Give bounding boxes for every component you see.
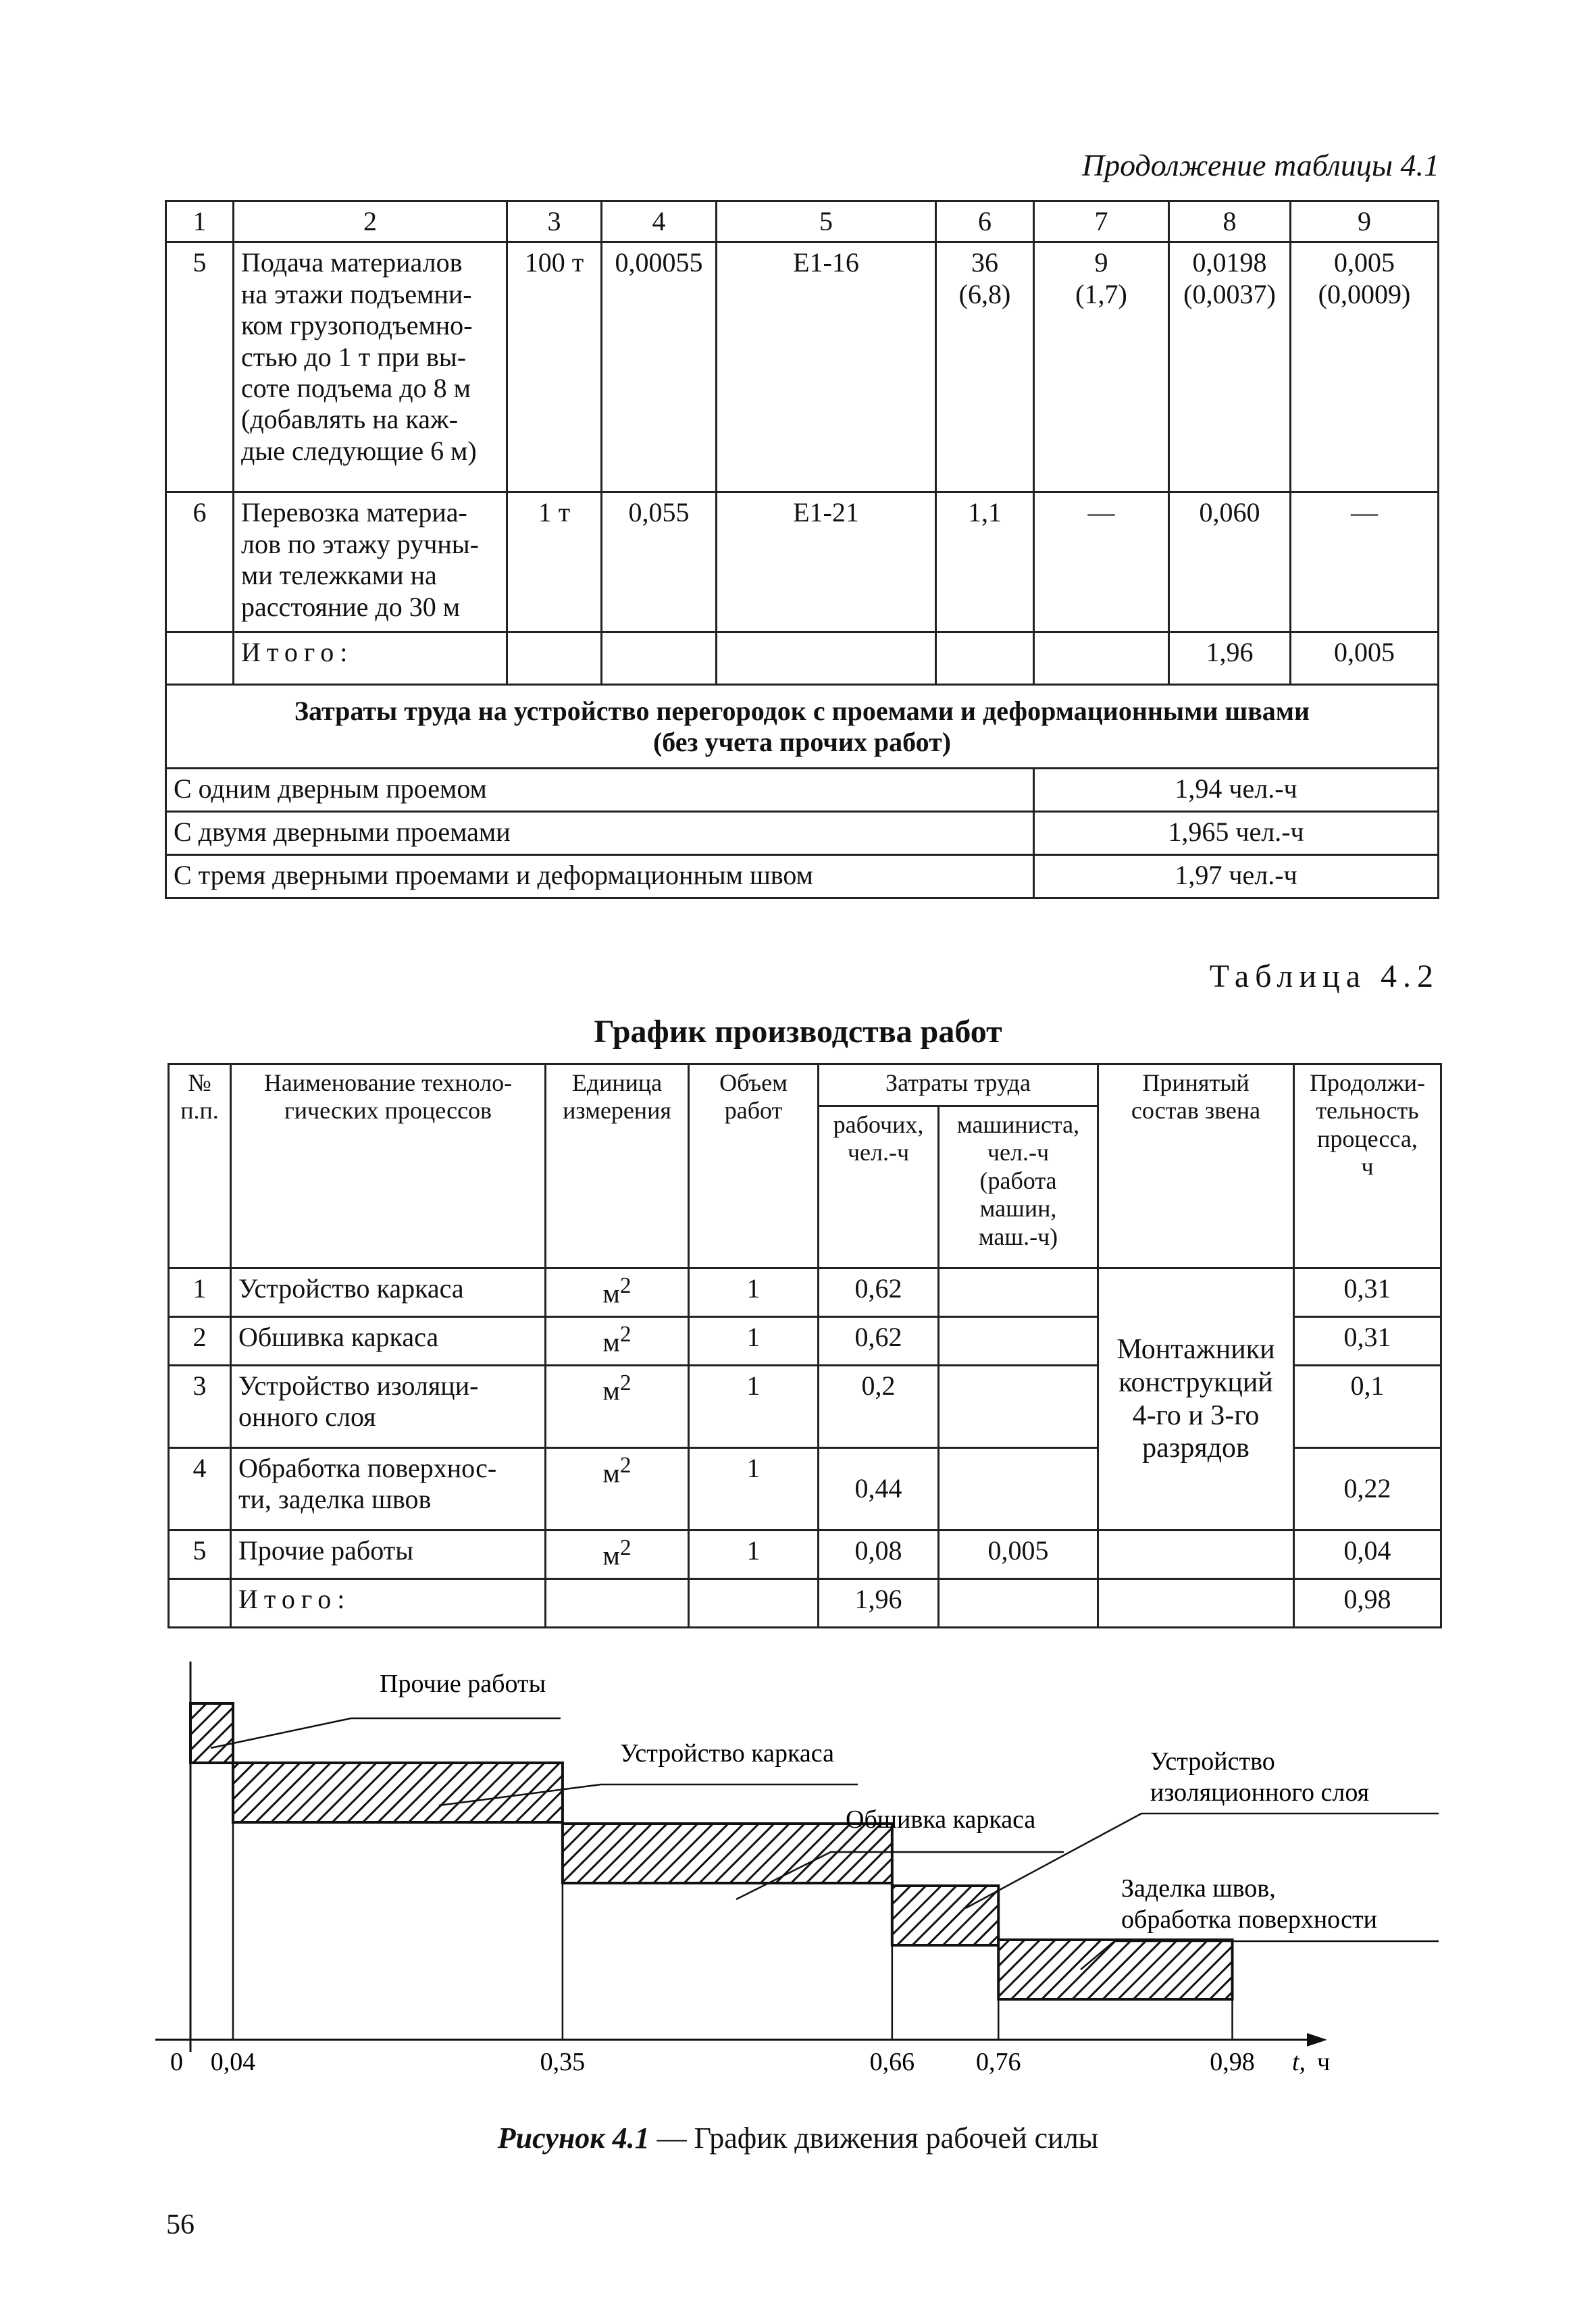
header-workers: рабочих, чел.-ч xyxy=(819,1106,939,1268)
row-norm: Е1-16 xyxy=(717,242,936,492)
header-name: Наименование техноло- гических процессов xyxy=(231,1064,546,1268)
row-volume: 1 xyxy=(689,1448,819,1531)
value: 0,0198 xyxy=(1192,247,1267,278)
row-name: Устройство каркаса xyxy=(231,1268,546,1317)
row-machinist xyxy=(939,1268,1098,1317)
workforce-chart xyxy=(155,1662,1445,2148)
labor-title xyxy=(166,685,1439,769)
row-c6 xyxy=(936,242,1034,492)
figure-caption xyxy=(0,2121,1596,2155)
total-c8: 1,96 xyxy=(1169,632,1291,685)
col-num: 7 xyxy=(1034,201,1169,242)
labor-value: 1,965 чел.-ч xyxy=(1034,812,1439,855)
row-duration: 0,22 xyxy=(1294,1448,1441,1531)
x-tick-label: 0,35 xyxy=(540,2048,586,2076)
table-4-2-label: Таблица 4.2 xyxy=(1209,958,1439,994)
row-c7 xyxy=(1034,242,1169,492)
table-row xyxy=(169,1268,1441,1317)
row-machinist: 0,005 xyxy=(939,1531,1098,1579)
leader-other xyxy=(211,1718,561,1748)
total-label: Итого: xyxy=(234,632,507,685)
row-workers: 0,2 xyxy=(819,1366,939,1448)
row-workers: 0,62 xyxy=(819,1268,939,1317)
labor-label: С тремя дверными проемами и деформационным швом xyxy=(166,855,1034,898)
label-seams-1: Заделка швов, xyxy=(1121,1874,1276,1903)
col-num: 6 xyxy=(936,201,1034,242)
header-num: № п.п. xyxy=(169,1064,231,1268)
value: 36 xyxy=(971,247,998,278)
label-frame: Устройство каркаса xyxy=(620,1739,834,1768)
row-number: 5 xyxy=(166,242,234,492)
value: 0,005 xyxy=(1334,247,1395,278)
bar-5 xyxy=(998,1940,1232,1999)
row-name: Обработка поверхнос- ти, заделка швов xyxy=(231,1448,546,1531)
x-axis-unit: ч xyxy=(1317,2048,1331,2076)
name-line: дые следующие 6 м) xyxy=(241,435,477,466)
header-duration: Продолжи- тельность процесса, ч xyxy=(1294,1064,1441,1268)
row-name xyxy=(234,242,507,492)
row-machinist xyxy=(939,1448,1098,1531)
x-tick-label: 0,66 xyxy=(869,2048,915,2076)
row-c8: 0,060 xyxy=(1169,492,1291,632)
total-duration: 0,98 xyxy=(1294,1579,1441,1628)
col-num: 3 xyxy=(507,201,602,242)
x-tick-label: 0,04 xyxy=(210,2048,256,2076)
row-unit: $м^2$ xyxy=(546,1268,689,1317)
labor-value: 1,94 чел.-ч xyxy=(1034,769,1439,812)
labor-title-line: Затраты труда на устройство перегородок с проемами и деформационными швами xyxy=(294,695,1310,726)
row-unit: $м^2$ xyxy=(546,1366,689,1448)
row-volume: 1 xyxy=(689,1268,819,1317)
label-insulation-1: Устройство xyxy=(1150,1747,1275,1776)
row-duration: 0,1 xyxy=(1294,1366,1441,1448)
row-volume: 1 xyxy=(689,1317,819,1366)
header-crew: Принятый состав звена xyxy=(1098,1064,1294,1268)
labor-value: 1,97 чел.-ч xyxy=(1034,855,1439,898)
header-machinist: машиниста, чел.-ч (работа машин, маш.-ч) xyxy=(939,1106,1098,1268)
value-paren: (1,7) xyxy=(1075,278,1127,309)
bar-2 xyxy=(233,1763,563,1822)
row-workers: 0,62 xyxy=(819,1317,939,1366)
crew-cell: Монтажники конструкций 4-го и 3-го разрядов xyxy=(1098,1268,1294,1531)
total-label: Итого: xyxy=(231,1579,546,1628)
col-num: 8 xyxy=(1169,201,1291,242)
x-axis-arrow xyxy=(1307,2033,1327,2047)
name-line: расстояние до 30 м xyxy=(241,591,461,622)
table-continuation-caption: Продолжение таблицы 4.1 xyxy=(1081,148,1439,182)
value: 9 xyxy=(1094,247,1108,278)
label-sheathing: Обшивка каркаса xyxy=(846,1805,1036,1834)
labor-row xyxy=(166,769,1439,812)
label-insulation-2: изоляционного слоя xyxy=(1150,1778,1370,1807)
row-volume: 0,055 xyxy=(602,492,717,632)
row-number: 5 xyxy=(169,1531,231,1579)
row-c7: — xyxy=(1034,492,1169,632)
chart-x-axis-label xyxy=(1292,2048,1330,2076)
row-duration: 0,04 xyxy=(1294,1531,1441,1579)
x-tick-label: 0,76 xyxy=(975,2048,1021,2076)
table-row xyxy=(166,242,1439,492)
row-c6: 1,1 xyxy=(936,492,1034,632)
row-name: Устройство изоляци- онного слоя xyxy=(231,1366,546,1448)
figure-caption-dash: — xyxy=(657,2122,687,2155)
bar-4 xyxy=(892,1886,998,1945)
page-number: 56 xyxy=(166,2209,195,2240)
name-line: стью до 1 т при вы- xyxy=(241,341,467,372)
table-total-row xyxy=(166,632,1439,685)
row-name: Обшивка каркаса xyxy=(231,1317,546,1366)
name-line: лов по этажу ручны- xyxy=(241,528,479,559)
labor-label: С двумя дверными проемами xyxy=(166,812,1034,855)
labor-title-row xyxy=(166,685,1439,769)
col-num: 9 xyxy=(1291,201,1439,242)
row-duration: 0,31 xyxy=(1294,1268,1441,1317)
x-axis-label: t, xyxy=(1292,2048,1306,2076)
total-workers: 1,96 xyxy=(819,1579,939,1628)
row-unit: 1 т xyxy=(507,492,602,632)
row-c8 xyxy=(1169,242,1291,492)
row-norm: Е1-21 xyxy=(717,492,936,632)
table-row xyxy=(166,492,1439,632)
row-workers: 0,44 xyxy=(819,1448,939,1531)
name-line: ми тележками на xyxy=(241,560,437,591)
bar-1 xyxy=(190,1703,233,1763)
value-paren: (6,8) xyxy=(958,278,1011,309)
header-unit: Единица измерения xyxy=(546,1064,689,1268)
row-c9 xyxy=(1291,242,1439,492)
name-line: ком грузоподъемно- xyxy=(241,310,473,341)
col-num: 1 xyxy=(166,201,234,242)
name-line: соте подъема до 8 м xyxy=(241,372,471,403)
table-4-2 xyxy=(168,1063,1442,1628)
labor-label: С одним дверным проемом xyxy=(166,769,1034,812)
header-volume: Объем работ xyxy=(689,1064,819,1268)
row-name xyxy=(234,492,507,632)
row-machinist xyxy=(939,1366,1098,1448)
col-num: 2 xyxy=(234,201,507,242)
col-num: 4 xyxy=(602,201,717,242)
row-unit: $м^2$ xyxy=(546,1317,689,1366)
table-total-row xyxy=(169,1579,1441,1628)
chart-ticks xyxy=(170,2048,1255,2076)
row-unit: 100 т xyxy=(507,242,602,492)
name-line: Подача материалов xyxy=(241,247,463,278)
name-line: (добавлять на каж- xyxy=(241,404,458,435)
labor-row xyxy=(166,855,1439,898)
label-other: Прочие работы xyxy=(380,1670,546,1698)
row-number: 3 xyxy=(169,1366,231,1448)
x-tick-label: 0 xyxy=(170,2048,183,2076)
row-number: 6 xyxy=(166,492,234,632)
labor-title-line: (без учета прочих работ) xyxy=(652,726,952,757)
row-c9: — xyxy=(1291,492,1439,632)
row-number: 1 xyxy=(169,1268,231,1317)
table-4-1 xyxy=(165,200,1439,899)
figure-caption-title: График движения рабочей силы xyxy=(694,2122,1099,2155)
row-number: 2 xyxy=(169,1317,231,1366)
name-line: на этажи подъемни- xyxy=(241,278,472,309)
header-labor: Затраты труда xyxy=(819,1064,1098,1106)
row-unit: $м^2$ xyxy=(546,1531,689,1579)
labor-row xyxy=(166,812,1439,855)
total-c9: 0,005 xyxy=(1291,632,1439,685)
row-number: 4 xyxy=(169,1448,231,1531)
row-unit: $м^2$ xyxy=(546,1448,689,1531)
bar-3 xyxy=(563,1824,892,1883)
row-volume: 1 xyxy=(689,1531,819,1579)
name-line: Перевозка материа- xyxy=(241,497,467,528)
row-volume: 1 xyxy=(689,1366,819,1448)
value-paren: (0,0009) xyxy=(1318,278,1411,309)
col-num: 5 xyxy=(717,201,936,242)
table-4-1-column-numbers xyxy=(166,201,1439,242)
x-tick-label: 0,98 xyxy=(1210,2048,1255,2076)
figure-caption-prefix: Рисунок 4.1 xyxy=(497,2122,650,2155)
value-paren: (0,0037) xyxy=(1183,278,1276,309)
table-4-2-title: График производства работ xyxy=(594,1014,1002,1050)
label-seams-2: обработка поверхности xyxy=(1121,1905,1377,1934)
row-name: Прочие работы xyxy=(231,1531,546,1579)
table-row xyxy=(169,1531,1441,1579)
row-workers: 0,08 xyxy=(819,1531,939,1579)
row-duration: 0,31 xyxy=(1294,1317,1441,1366)
row-volume: 0,00055 xyxy=(602,242,717,492)
row-machinist xyxy=(939,1317,1098,1366)
